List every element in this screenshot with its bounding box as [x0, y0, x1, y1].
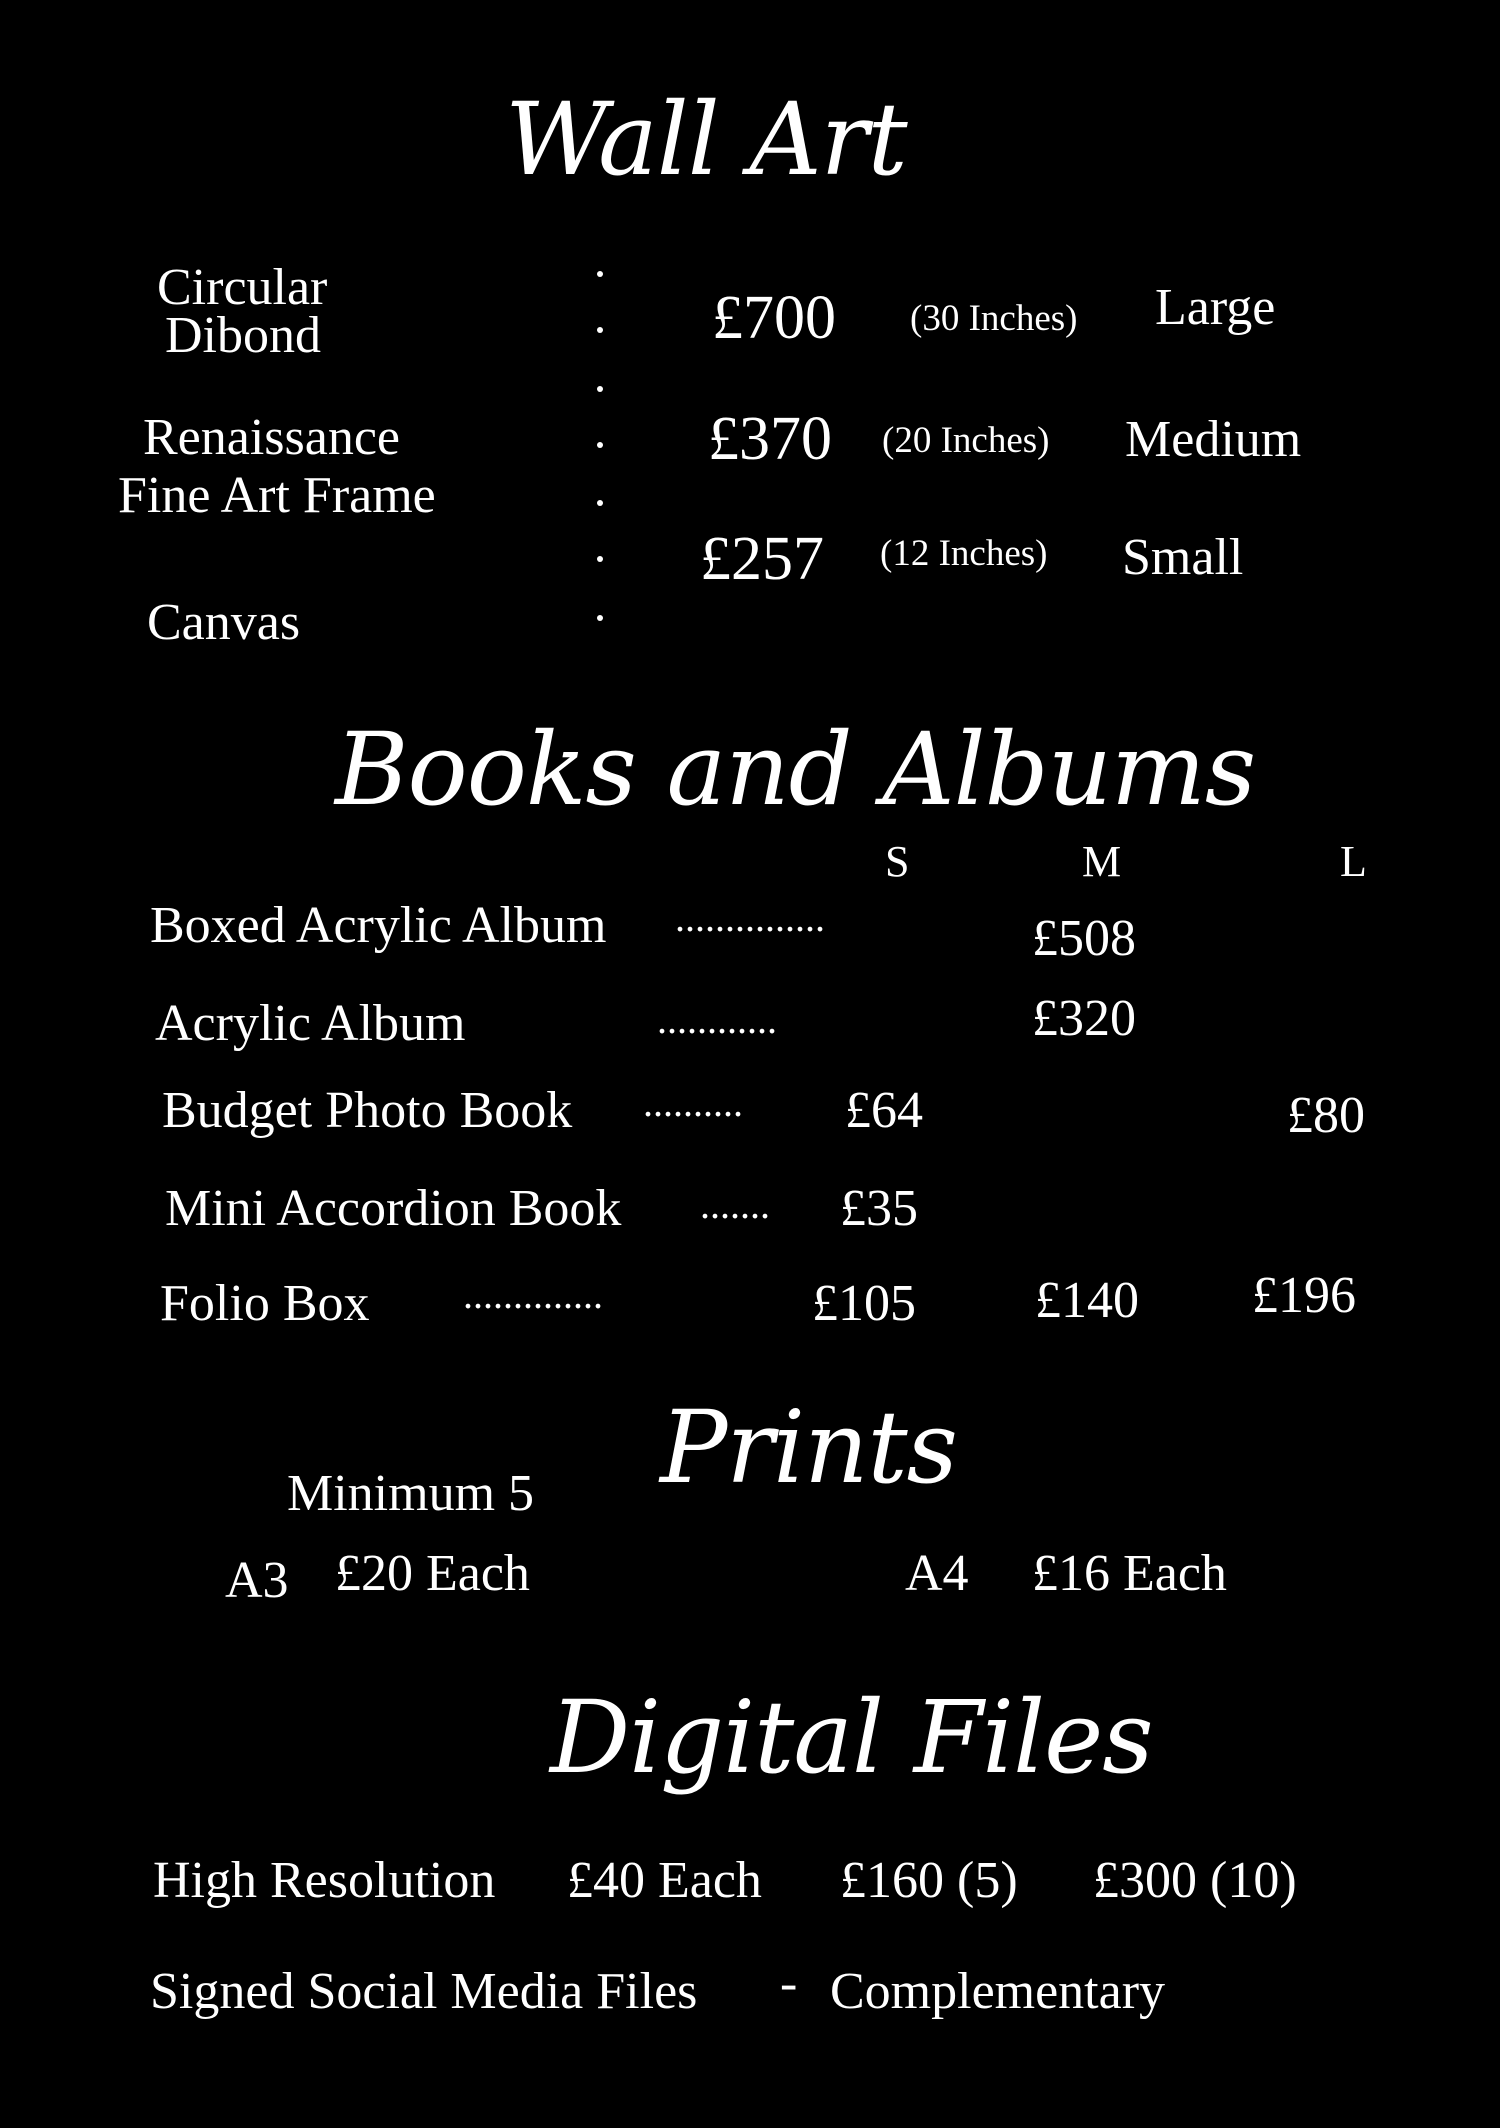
prints-heading: Prints — [660, 1389, 957, 1506]
item-budget-photo-book: Budget Photo Book — [162, 1082, 573, 1139]
digital-social-label: Signed Social Media Files — [150, 1963, 698, 2020]
digital-hires-10: £300 (10) — [1093, 1852, 1297, 1909]
digital-social-dash: - — [780, 1955, 798, 2012]
price-budget-photo-book-s: £64 — [845, 1082, 923, 1139]
wall-art-inches-medium: (20 Inches) — [882, 420, 1050, 461]
dot-leader: ............... — [675, 895, 825, 940]
item-acrylic-album: Acrylic Album — [155, 995, 466, 1052]
leader-dot — [597, 442, 603, 448]
wall-art-label-small: Small — [1122, 529, 1244, 586]
wall-art-price-medium: £370 — [708, 405, 832, 473]
price-folio-box-s: £105 — [812, 1275, 916, 1332]
leader-dot — [597, 386, 603, 392]
wall-art-inches-small: (12 Inches) — [880, 533, 1048, 574]
item-folio-box: Folio Box — [160, 1275, 370, 1332]
digital-hires-5: £160 (5) — [840, 1852, 1018, 1909]
prints-a4-price: £16 Each — [1032, 1545, 1227, 1602]
price-budget-photo-book-l: £80 — [1287, 1087, 1365, 1144]
column-header-s: S — [885, 837, 910, 886]
dot-leader: .............. — [463, 1272, 603, 1317]
prints-a4-label: A4 — [905, 1545, 969, 1602]
leader-dot — [597, 615, 603, 621]
price-folio-box-l: £196 — [1252, 1267, 1356, 1324]
item-mini-accordion-book: Mini Accordion Book — [165, 1180, 622, 1237]
price-acrylic-album-m: £320 — [1032, 990, 1136, 1047]
item-boxed-acrylic-album: Boxed Acrylic Album — [150, 897, 607, 954]
prints-a3-price: £20 Each — [335, 1545, 530, 1602]
material-fine-art-frame: Fine Art Frame — [118, 467, 436, 524]
price-folio-box-m: £140 — [1035, 1272, 1139, 1329]
wall-art-price-small: £257 — [700, 525, 824, 593]
leader-dot — [597, 500, 603, 506]
digital-social-value: Complementary — [830, 1963, 1166, 2020]
leader-dot — [597, 327, 603, 333]
dot-leader: ....... — [700, 1182, 770, 1227]
wall-art-label-medium: Medium — [1125, 411, 1302, 468]
leader-dot — [597, 271, 603, 277]
price-boxed-acrylic-m: £508 — [1032, 910, 1136, 967]
books-albums-heading: Books and Albums — [335, 711, 1256, 828]
digital-hires-label: High Resolution — [153, 1852, 496, 1909]
material-circular: Circular — [157, 259, 328, 316]
prints-a3-label: A3 — [225, 1552, 289, 1609]
digital-files-heading: Digital Files — [550, 1679, 1153, 1796]
material-canvas: Canvas — [147, 594, 301, 651]
price-mini-accordion-s: £35 — [840, 1180, 918, 1237]
digital-hires-each: £40 Each — [567, 1852, 762, 1909]
leader-dot — [597, 556, 603, 562]
column-header-m: M — [1082, 837, 1122, 886]
wall-art-heading: Wall Art — [505, 81, 907, 198]
material-renaissance: Renaissance — [143, 409, 401, 466]
wall-art-price-large: £700 — [712, 284, 836, 352]
column-header-l: L — [1340, 837, 1367, 886]
wall-art-inches-large: (30 Inches) — [910, 298, 1078, 339]
dot-leader: ............ — [657, 997, 777, 1042]
wall-art-label-large: Large — [1155, 279, 1276, 336]
material-dibond: Dibond — [165, 307, 321, 364]
prints-minimum: Minimum 5 — [287, 1465, 535, 1522]
dot-leader: .......... — [643, 1080, 743, 1125]
